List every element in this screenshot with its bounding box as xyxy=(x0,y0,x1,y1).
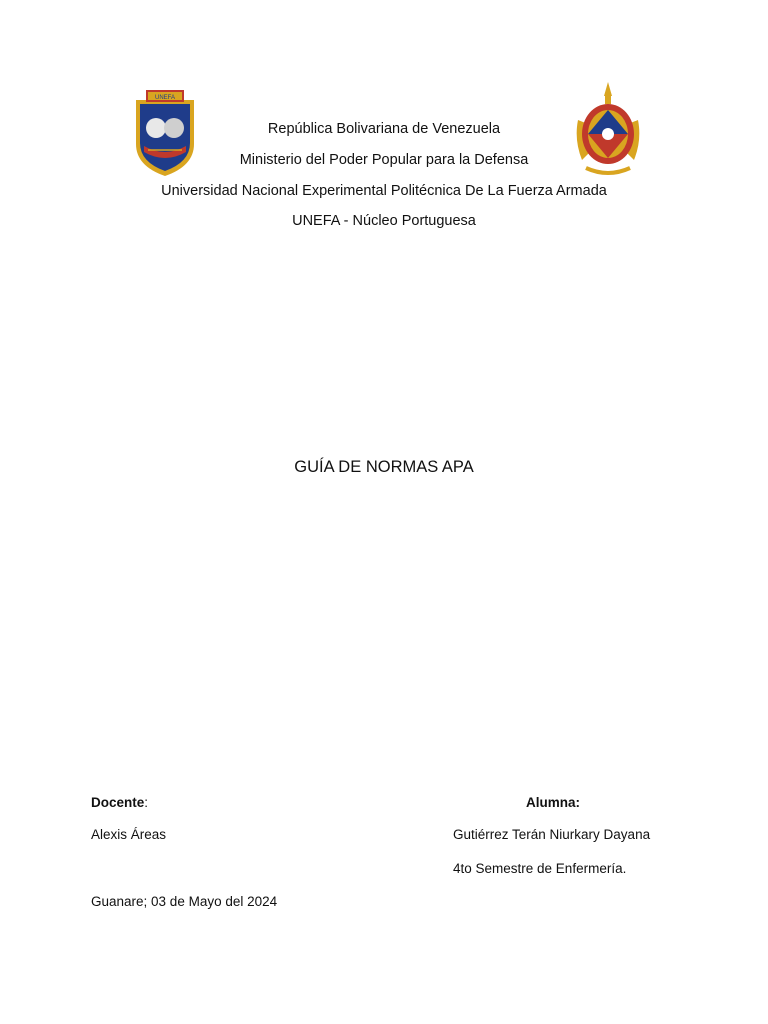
header-republic: República Bolivariana de Venezuela xyxy=(267,121,501,137)
docente-label: Docente xyxy=(91,795,145,810)
docente-name: Alexis Áreas xyxy=(91,827,167,842)
alumna-label: Alumna: xyxy=(526,795,580,810)
logo-left-text: UNEFA xyxy=(154,95,176,101)
alumna-semester: 4to Semestre de Enfermería. xyxy=(453,861,627,876)
header-university: Universidad Nacional Experimental Politécnica De La Fuerza Armada xyxy=(161,183,607,199)
alumna-name: Gutiérrez Terán Niurkary Dayana xyxy=(453,827,651,842)
header-ministry: Ministerio del Poder Popular para la Defensa xyxy=(239,152,529,168)
docente-colon: : xyxy=(144,795,149,810)
document-title: GUÍA DE NORMAS APA xyxy=(294,458,474,476)
header-campus: UNEFA - Núcleo Portuguesa xyxy=(292,213,476,229)
docente-label-row xyxy=(91,794,148,812)
place-date: Guanare; 03 de Mayo del 2024 xyxy=(91,894,278,909)
